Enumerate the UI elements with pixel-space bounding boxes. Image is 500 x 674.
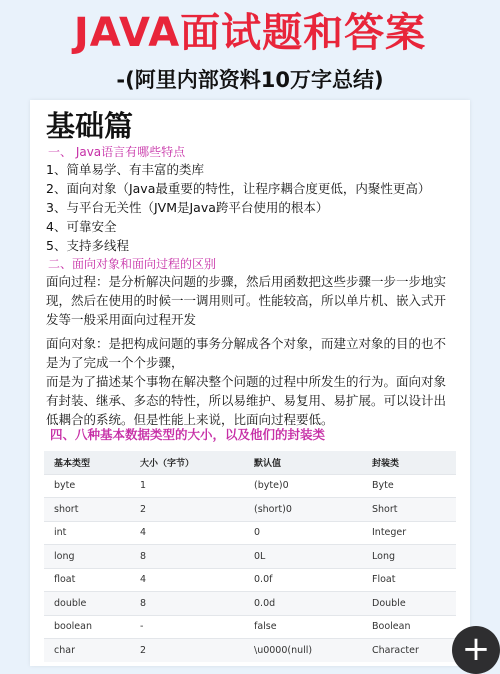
table-row	[44, 592, 456, 616]
table-cell: 0.0d	[244, 592, 362, 616]
table-cell: 8	[130, 592, 244, 616]
table-cell: double	[44, 592, 130, 616]
table-cell: (short)0	[244, 498, 362, 522]
table-cell: Boolean	[362, 615, 456, 639]
table-row	[44, 568, 456, 592]
table-cell: \u0000(null)	[244, 639, 362, 662]
table-cell: 1	[130, 474, 244, 498]
list-item: 1、简单易学、有丰富的类库	[46, 162, 204, 177]
paragraph-line: 而是为了描述某个事物在解决整个问题的过程中所发生的行为。面向对象有封装、继承、多态的特性，所以易维护、易复用、易扩展。可以设计出低耦合的系统。但是性能上来说，比面向过程要低。	[46, 374, 447, 427]
table-cell: Byte	[362, 474, 456, 498]
page-subtitle: -(阿里内部资料10万字总结)	[116, 68, 384, 92]
table-cell: Double	[362, 592, 456, 616]
data-types-table	[44, 451, 456, 662]
list-item: 5、支持多线程	[46, 238, 129, 253]
section-heading: 基础篇	[46, 109, 134, 143]
table-cell: (byte)0	[244, 474, 362, 498]
table-cell: long	[44, 545, 130, 569]
table-cell: Character	[362, 639, 456, 662]
table-cell: short	[44, 498, 130, 522]
table-cell: Integer	[362, 521, 456, 545]
section2-title: 二、面向对象和面向过程的区别	[48, 257, 217, 271]
paragraph-procedural: 面向过程：是分析解决问题的步骤，然后用函数把这些步骤一步一步地实现，然后在使用的时候一一调用则可。性能较高，所以单片机、嵌入式开发等一般采用面向过程开发	[46, 274, 447, 327]
feature-list	[46, 160, 458, 255]
table-header-row	[44, 451, 456, 474]
table-cell: 8	[130, 545, 244, 569]
table-row	[44, 474, 456, 498]
table-header: 基本类型	[44, 451, 130, 474]
add-button[interactable]	[452, 626, 500, 674]
table-cell: 2	[130, 639, 244, 662]
page-title: JAVA面试题和答案	[73, 10, 427, 56]
content-card	[30, 100, 470, 666]
list-item: 3、与平台无关性（JVM是Java跨平台使用的根本）	[46, 200, 329, 215]
table-cell: Float	[362, 568, 456, 592]
table-cell: 2	[130, 498, 244, 522]
table-row	[44, 498, 456, 522]
table-row	[44, 521, 456, 545]
table-row	[44, 615, 456, 639]
table-cell: false	[244, 615, 362, 639]
table-row	[44, 639, 456, 662]
table-cell: byte	[44, 474, 130, 498]
paragraph-object-oriented	[46, 334, 458, 429]
table-cell: Short	[362, 498, 456, 522]
table-cell: 0.0f	[244, 568, 362, 592]
table-cell: Long	[362, 545, 456, 569]
section1-title: 一、 Java语言有哪些特点	[48, 145, 186, 159]
table-cell: boolean	[44, 615, 130, 639]
table-cell: char	[44, 639, 130, 662]
list-item: 2、面向对象（Java最重要的特性，让程序耦合度更低，内聚性更高）	[46, 181, 431, 196]
table-cell: float	[44, 568, 130, 592]
table-cell: 0	[244, 521, 362, 545]
table-cell: 4	[130, 521, 244, 545]
table-header: 大小（字节）	[130, 451, 244, 474]
table-header: 默认值	[244, 451, 362, 474]
table-cell: int	[44, 521, 130, 545]
plus-icon: +	[461, 629, 491, 669]
table-row	[44, 545, 456, 569]
table-cell: 4	[130, 568, 244, 592]
table-header: 封装类	[362, 451, 456, 474]
table-cell: -	[130, 615, 244, 639]
list-item: 4、可靠安全	[46, 219, 117, 234]
table-cell: 0L	[244, 545, 362, 569]
paragraph-line: 面向对象：是把构成问题的事务分解成各个对象，而建立对象的目的也不是为了完成一个个步骤，	[46, 336, 447, 370]
section4-title: 四、八种基本数据类型的大小，以及他们的封装类	[50, 427, 326, 442]
